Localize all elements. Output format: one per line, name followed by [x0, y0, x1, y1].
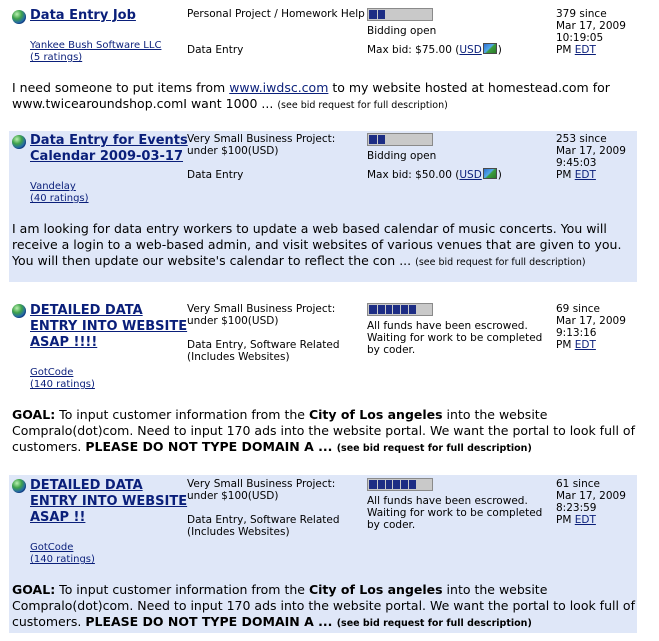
goal-city: City of Los angeles [308, 407, 443, 422]
posted-date: Mar 17, 2009 [556, 315, 626, 327]
posted-time [556, 478, 646, 526]
poster-name-link[interactable]: GotCode [30, 542, 74, 553]
description-text-cont: into the website Compralo(dot)com. Need to input 170 ads into the website portal. We want the portal to look full of customers. [12, 582, 635, 629]
posted-ampm: PM [556, 169, 572, 181]
globe-icon [12, 135, 26, 149]
goal-label: GOAL: [12, 407, 56, 422]
see-full-description: (see bid request for full description) [415, 257, 586, 268]
posted-time [556, 303, 646, 351]
project-title-link[interactable]: DETAILED DATA ENTRY INTO WEBSITE ASAP !!!! [30, 303, 188, 350]
project-type: Very Small Business Project: under $100(USD) [187, 133, 336, 157]
max-bid [367, 168, 502, 181]
currency-converter-icon[interactable] [483, 168, 497, 179]
progress-segment-gap [400, 305, 401, 314]
currency-link[interactable]: USD [459, 44, 482, 56]
timezone-link[interactable]: EDT [574, 514, 596, 526]
project-title-link[interactable]: Data Entry for Events Calendar 2009-03-17 [30, 133, 188, 164]
project-description [12, 582, 640, 632]
goal-caps: PLEASE DO NOT TYPE DOMAIN A ... [85, 439, 337, 454]
description-text: To input customer information from the [55, 407, 309, 422]
currency-converter-icon[interactable] [483, 43, 497, 54]
goal-label: GOAL: [12, 582, 56, 597]
progress-bar [367, 8, 433, 21]
project-description [12, 407, 640, 457]
posted-time [556, 133, 646, 181]
project-category: Data Entry [187, 44, 244, 56]
progress-segment-gap [408, 305, 409, 314]
escrow-status: All funds have been escrowed. Waiting for work to be completed by coder. [367, 320, 543, 356]
project-category: Data Entry, Software Related (Includes Websites) [187, 514, 340, 538]
posted-ampm: PM [556, 44, 572, 56]
bid-status: Bidding open [367, 150, 437, 162]
description-url-link[interactable]: www.iwdsc.com [229, 80, 329, 95]
progress-segment-gap [377, 135, 378, 144]
progress-segment-gap [392, 480, 393, 489]
posted-date: Mar 17, 2009 [556, 490, 626, 502]
since-count: 61 since [556, 478, 600, 490]
description-text-cont: into the website Compralo(dot)com. Need to input 170 ads into the website portal. We want the portal to look full of customers. [12, 407, 635, 454]
progress-segment-gap [392, 305, 393, 314]
posted-ampm: PM [556, 339, 572, 351]
max-bid-close: ) [497, 44, 502, 56]
posted-date: Mar 17, 2009 [556, 20, 626, 32]
project-listing-3 [9, 300, 637, 460]
max-bid-text: Max bid: $75.00 ( [367, 44, 460, 56]
posted-ampm: PM [556, 514, 572, 526]
project-listing-1 [9, 6, 637, 115]
poster-ratings-link[interactable]: (5 ratings) [30, 52, 83, 63]
progress-segment-gap [408, 480, 409, 489]
globe-icon [12, 10, 26, 24]
posted-clock: 9:45:03 [556, 157, 597, 169]
since-count: 69 since [556, 303, 600, 315]
max-bid-close: ) [497, 169, 502, 181]
posted-date: Mar 17, 2009 [556, 145, 626, 157]
project-category: Data Entry [187, 169, 244, 181]
goal-city: City of Los angeles [308, 582, 443, 597]
description-text: I need someone to put items from [12, 80, 230, 95]
max-bid [367, 43, 502, 56]
project-description [12, 221, 640, 271]
project-description [12, 80, 640, 114]
max-bid-text: Max bid: $50.00 ( [367, 169, 460, 181]
progress-bar [367, 133, 433, 146]
see-full-description: (see bid request for full description) [336, 443, 532, 454]
project-type: Very Small Business Project: under $100(USD) [187, 303, 336, 327]
timezone-link[interactable]: EDT [574, 44, 596, 56]
see-full-description: (see bid request for full description) [277, 100, 448, 111]
progress-segment-gap [377, 480, 378, 489]
poster-ratings-link[interactable]: (140 ratings) [30, 379, 95, 390]
project-listing-2 [9, 131, 637, 282]
currency-link[interactable]: USD [459, 169, 482, 181]
timezone-link[interactable]: EDT [574, 169, 596, 181]
progress-bar [367, 478, 433, 491]
goal-caps: PLEASE DO NOT TYPE DOMAIN A ... [85, 614, 337, 629]
description-text: I am looking for data entry workers to update a web based calendar of music concerts. You will receive a login to a web-based admin, and visit websites of various venues that are given to you. You will then update our website's calendar to reflect the con ... [12, 221, 622, 268]
posted-clock: 9:13:16 [556, 327, 597, 339]
posted-clock: 8:23:59 [556, 502, 597, 514]
project-type: Very Small Business Project: under $100(USD) [187, 478, 336, 502]
escrow-status: All funds have been escrowed. Waiting for work to be completed by coder. [367, 495, 543, 531]
timezone-link[interactable]: EDT [574, 339, 596, 351]
progress-bar [367, 303, 433, 316]
project-title-link[interactable]: DETAILED DATA ENTRY INTO WEBSITE ASAP !! [30, 478, 188, 525]
description-text-cont: to my website hosted at homestead.com for www.twicearoundshop.comI want 1000 ... [12, 80, 610, 111]
description-text: To input customer information from the [55, 582, 309, 597]
poster-ratings-link[interactable]: (40 ratings) [30, 193, 89, 204]
since-count: 379 since [556, 8, 607, 20]
globe-icon [12, 304, 26, 318]
poster-name-link[interactable]: GotCode [30, 367, 74, 378]
progress-segment-gap [377, 305, 378, 314]
poster-name-link[interactable]: Vandelay [30, 181, 76, 192]
see-full-description: (see bid request for full description) [336, 618, 532, 629]
since-count: 253 since [556, 133, 607, 145]
poster-ratings-link[interactable]: (140 ratings) [30, 554, 95, 565]
progress-segment-gap [400, 480, 401, 489]
project-title-link[interactable]: Data Entry Job [30, 8, 136, 23]
project-type: Personal Project / Homework Help [187, 8, 365, 20]
posted-time [556, 8, 646, 56]
project-listing-4 [9, 475, 637, 633]
bid-status: Bidding open [367, 25, 437, 37]
project-category: Data Entry, Software Related (Includes Websites) [187, 339, 340, 363]
posted-clock: 10:19:05 [556, 32, 604, 44]
globe-icon [12, 479, 26, 493]
progress-segment-gap [377, 10, 378, 19]
poster-name-link[interactable]: Yankee Bush Software LLC [30, 40, 162, 51]
progress-segment-gap [385, 480, 386, 489]
progress-segment-gap [385, 305, 386, 314]
